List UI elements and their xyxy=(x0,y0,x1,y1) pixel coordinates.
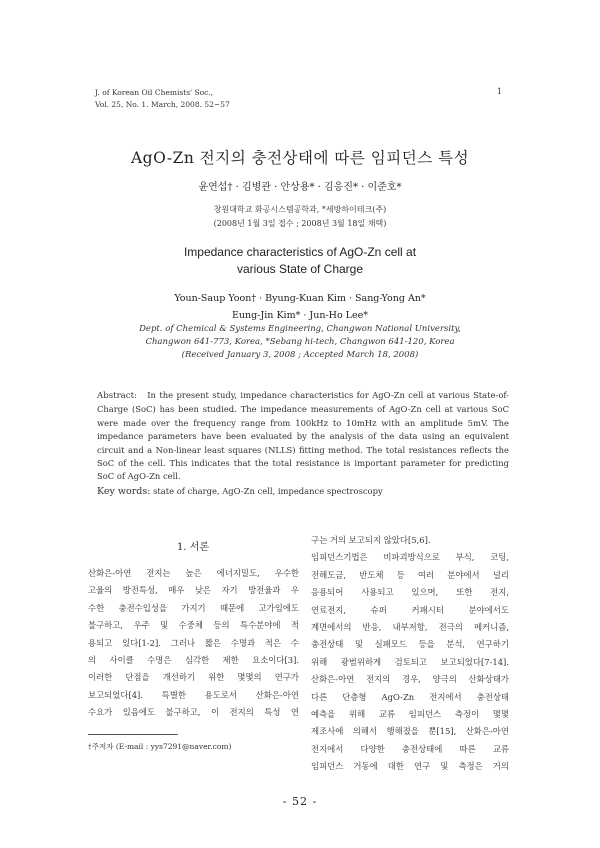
top-page-number: 1 xyxy=(496,87,502,96)
journal-volume: Vol. 25, No. 1. March, 2008. 52~57 xyxy=(95,100,230,109)
body-line: 응용되어 사용되고 있으며, 또한 전지, xyxy=(311,587,509,598)
body-line: 충전상태 및 실패모드 등을 분석, 연구하기 xyxy=(311,639,509,650)
body-line: 산화은-아연 전지의 경우, 양극의 산화상태가 xyxy=(311,674,509,685)
body-line: 이러한 단점을 개선하기 위한 몇몇의 연구가 xyxy=(88,672,299,683)
keywords-text: state of charge, AgO-Zn cell, impedance spectroscopy xyxy=(153,486,383,496)
abstract xyxy=(97,389,509,484)
body-line: 임피던스기법은 비파괴방식으로 부식, 코팅, xyxy=(311,552,509,563)
abstract-text: In the present study, impedance characteristics for AgO-Zn cell at various State-of-Charge (SoC) has been studied. The impedance measurements of AgO-Zn cell at various SoC were made over the frequency range from 100kHz to 10mHz with an amplitude 5mV. The impedance parameters have been evaluated by the analysis of the data using an equivalent circuit and a Non-linear least squares (NLLS) fitting method. The total resistances reflects the SoC of the cell. This indicates that the total resistance is important parameter for predicting SoC of AgO-Zn cell. xyxy=(97,390,509,482)
korean-affiliation xyxy=(0,203,600,231)
journal-name: J. of Korean Oil Chemists' Soc., xyxy=(95,88,214,97)
keywords-label: Key words: xyxy=(97,486,151,497)
english-title-line2: various State of Charge xyxy=(236,262,364,276)
body-line: 수요가 있음에도 불구하고, 이 전지의 특성 연 xyxy=(88,707,299,718)
body-column-left xyxy=(88,565,299,722)
body-line: 예측을 위해 교류 임피던스 측정이 몇몇 xyxy=(311,709,509,720)
korean-affiliation-line: 창원대학교 화공시스템공학과, *세방하이테크(주) xyxy=(213,205,387,214)
body-line: 제조사에 의해서 행해졌을 뿐[15], 산화은-아연 xyxy=(311,726,509,737)
body-line: 계면에서의 반응, 내부저항, 전극의 메커니즘, xyxy=(311,622,509,633)
section-heading: 1. 서론 xyxy=(176,542,210,553)
body-line: 산화은-아연 전지는 높은 에너지밀도, 우수한 xyxy=(88,568,299,578)
body-line: 용되고 있다[1-2]. 그러나 짧은 수명과 적은 수 xyxy=(88,637,299,648)
footnote: †주저자 (E-mail : yys7291@naver.com) xyxy=(88,742,232,751)
body-line: 고율의 방전특성, 매우 낮은 자기 방전율과 우 xyxy=(88,585,299,596)
english-title xyxy=(0,244,600,278)
korean-title: AgO-Zn 전지의 충전상태에 따른 임피던스 특성 xyxy=(130,149,470,167)
english-authors-line2: Eung-Jin Kim* · Jun-Ho Lee* xyxy=(232,310,368,321)
english-authors-line1: Youn-Saup Yoon† · Byung-Kuan Kim · Sang-Yong An* xyxy=(174,293,426,304)
body-line: 전지에서 다양한 충전상태에 따른 교류 xyxy=(311,743,509,754)
body-line: 수한 충전수입성을 가지기 때문에 고가임에도 xyxy=(88,602,299,613)
keywords xyxy=(97,486,383,497)
english-affiliation xyxy=(0,323,600,362)
korean-dates-line: (2008년 1월 3일 접수 ; 2008년 3월 18일 채택) xyxy=(213,219,387,228)
body-line: 의 사이클 수명은 심각한 제한 요소이다[3]. xyxy=(88,655,299,666)
body-column-right xyxy=(311,532,509,776)
footnote-rule xyxy=(88,734,178,735)
journal-citation xyxy=(95,87,230,111)
body-line: 임피던스 거동에 대한 연구 및 측정은 거의 xyxy=(311,761,509,772)
body-line: 구는 거의 보고되지 않았다[5,6]. xyxy=(311,535,431,545)
body-line: 연료전지, 슈퍼 커패시터 분야에서도 xyxy=(311,604,509,615)
english-title-line1: Impedance characteristics of AgO-Zn cell at xyxy=(183,245,417,259)
body-line: 보고되었다[4]. 특별한 용도로서 산화은-아연 xyxy=(88,689,299,700)
english-dates-line: (Received January 3, 2008 ; Accepted March 18, 2008) xyxy=(181,350,419,360)
body-line: 전해도금, 반도체 등 여러 분야에서 널리 xyxy=(311,569,509,580)
korean-authors: 윤연섭† · 김병관 · 안상용* · 김응진* · 이준호* xyxy=(198,182,402,193)
english-authors xyxy=(0,290,600,324)
english-affiliation-line1: Dept. of Chemical & Systems Engineering, Changwon National University, xyxy=(139,324,461,334)
body-line: 불구하고, 우주 및 수중체 등의 특수분야에 적 xyxy=(88,620,299,631)
english-affiliation-line2: Changwon 641-773, Korea, *Sebang hi-tech, Changwon 641-120, Korea xyxy=(145,337,455,347)
body-line: 다른 단층형 AgO-Zn 전지에서 충전상태 xyxy=(311,691,509,702)
page-number: - 52 - xyxy=(282,795,318,808)
body-line: 위해 광범위하게 검토되고 보고되었다[7-14]. xyxy=(311,656,509,667)
abstract-label: Abstract: xyxy=(97,391,137,401)
